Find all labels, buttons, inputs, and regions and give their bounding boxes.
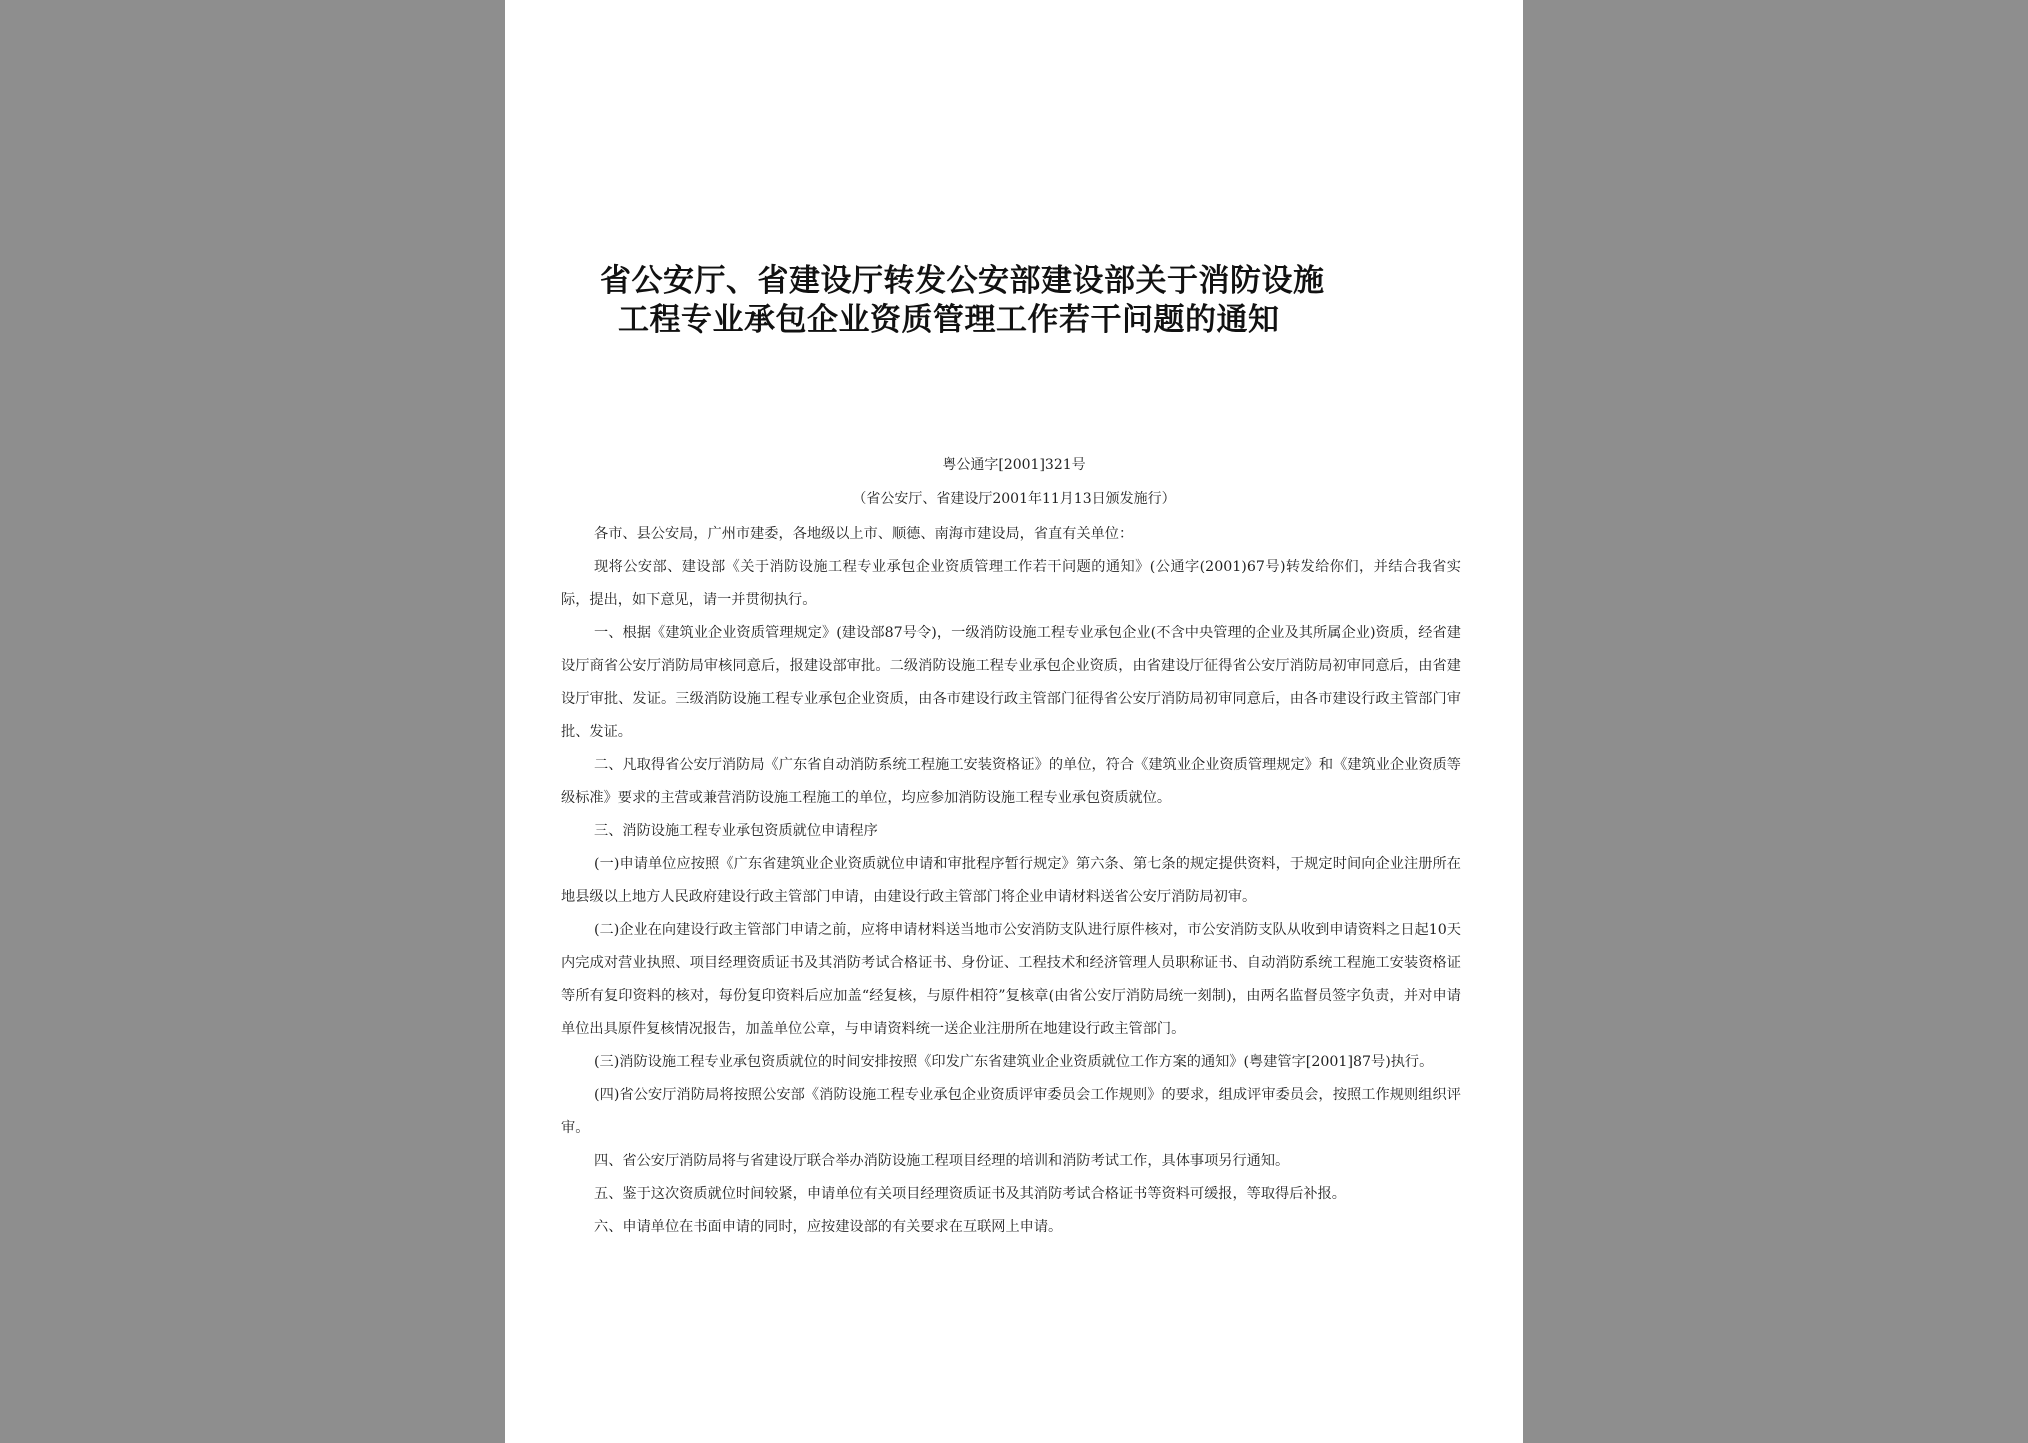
paragraph: 六、申请单位在书面申请的同时，应按建设部的有关要求在互联网上申请。: [594, 1219, 1063, 1235]
paragraph: 一、根据《建筑业企业资质管理规定》(建设部87号令)，一级消防设施工程专业承包企业(不含中央管理的企业及其所属企业)资质，经省建设厅商省公安厅消防局审核同意后，报建设部审批。二级消防设施工程专业承包企业资质，由省建设厅征得省公安厅消防局初审同意后，由省建设厅审批、发证。三级消防设施工程专业承包企业资质，由各市建设行政主管部门征得省公安厅消防局初审同意后，由各市建设行政主管部门审批、发证。: [561, 625, 1461, 740]
title-line-1: 省公安厅、省建设厅转发公安部建设部关于消防设施: [600, 263, 1325, 299]
paragraph: 现将公安部、建设部《关于消防设施工程专业承包企业资质管理工作若干问题的通知》(公通字(2001)67号)转发给你们，并结合我省实际，提出，如下意见，请一并贯彻执行。: [561, 559, 1461, 608]
title-line-2: 工程专业承包企业资质管理工作若干问题的通知: [618, 302, 1280, 338]
paragraph: 三、消防设施工程专业承包资质就位申请程序: [594, 823, 878, 839]
paragraph: 五、鉴于这次资质就位时间较紧，申请单位有关项目经理资质证书及其消防考试合格证书等资料可缓报，等取得后补报。: [594, 1186, 1346, 1202]
document-body: [561, 518, 1461, 1244]
document-number: 粤公通字[2001]321号: [942, 457, 1086, 473]
issued-note: （省公安厅、省建设厅2001年11月13日颁发施行）: [852, 491, 1176, 507]
paragraph: (三)消防设施工程专业承包资质就位的时间安排按照《印发广东省建筑业企业资质就位工作方案的通知》(粤建管字[2001]87号)执行。: [594, 1054, 1434, 1070]
paragraph-addressees: 各市、县公安局，广州市建委，各地级以上市、顺德、南海市建设局，省直有关单位：: [594, 526, 1134, 542]
paragraph: 二、凡取得省公安厅消防局《广东省自动消防系统工程施工安装资格证》的单位，符合《建筑业企业资质管理规定》和《建筑业企业资质等级标准》要求的主营或兼营消防设施工程施工的单位，均应参加消防设施工程专业承包资质就位。: [561, 757, 1461, 806]
paragraph: (二)企业在向建设行政主管部门申请之前，应将申请材料送当地市公安消防支队进行原件核对，市公安消防支队从收到申请资料之日起10天内完成对营业执照、项目经理资质证书及其消防考试合格证书、身份证、工程技术和经济管理人员职称证书、自动消防系统工程施工安装资格证等所有复印资料的核对，每份复印资料后应加盖“经复核，与原件相符”复核章(由省公安厅消防局统一刻制)，由两名监督员签字负责，并对申请单位出具原件复核情况报告，加盖单位公章，与申请资料统一送企业注册所在地建设行政主管部门。: [561, 922, 1461, 1037]
paragraph: (四)省公安厅消防局将按照公安部《消防设施工程专业承包企业资质评审委员会工作规则》的要求，组成评审委员会，按照工作规则组织评审。: [561, 1087, 1461, 1136]
document-page: [505, 0, 1523, 1443]
paragraph: (一)申请单位应按照《广东省建筑业企业资质就位申请和审批程序暂行规定》第六条、第七条的规定提供资料，于规定时间向企业注册所在地县级以上地方人民政府建设行政主管部门申请，由建设行政主管部门将企业申请材料送省公安厅消防局初审。: [561, 856, 1461, 905]
document-title: [600, 262, 1400, 340]
paragraph: 四、省公安厅消防局将与省建设厅联合举办消防设施工程项目经理的培训和消防考试工作，具体事项另行通知。: [594, 1153, 1290, 1169]
